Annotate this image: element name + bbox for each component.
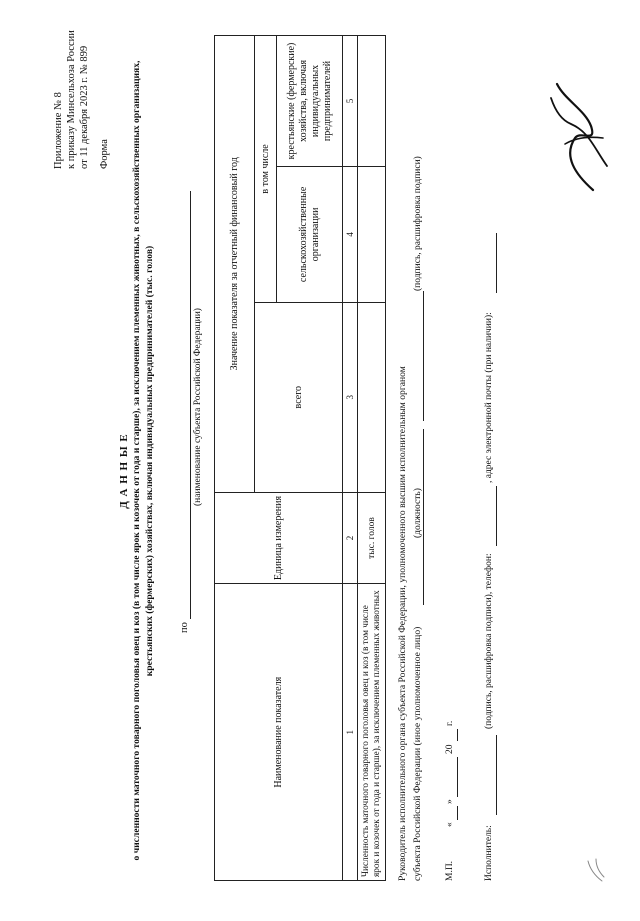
executor-signature-caption: (подпись, расшифровка подписи), телефон: [484,553,494,729]
head-signature-caption: (подпись, расшифровка подписи) [413,156,423,291]
column-number: 3 [343,302,358,492]
year-underline [457,729,458,741]
date-quote-open: « [445,822,455,827]
date-quote-close: » [445,799,455,804]
table-row [358,36,386,881]
executor-label: Исполнитель: [484,825,494,881]
header-agricultural-organizations: сельскохозяйственные организации [277,166,343,302]
row-value-agro [358,166,386,302]
position-caption: (должность) [413,488,423,538]
column-number: 4 [343,166,358,302]
stamp-label: М.П. [445,860,455,881]
phone-underline [496,486,497,546]
document-title: Д А Н Н Ы Е [118,433,130,509]
email-caption: , адрес электронной почты (при наличии): [484,312,494,483]
subject-caption: (наименование субъекта Российской Федерации) [193,308,203,506]
row-value-farm [358,36,386,167]
year-prefix: 20 [445,744,455,754]
document-title-line-1: о численности маточного товарного поголовья овец и коз (в том числе ярок и козочек от года и старше), за исключением племенных животных, в сельскохозяйственных организациях, [131,60,142,861]
column-number: 5 [343,36,358,167]
position-underline [423,429,424,605]
row-value-total [358,302,386,492]
executor-signature-underline [496,735,497,815]
row-unit: тыс. голов [358,492,386,584]
column-number: 2 [343,492,358,584]
header-value-for-year: Значение показателя за отчетный финансовый год [215,36,255,493]
subject-prefix: по [179,622,190,633]
handwritten-signature [545,76,617,196]
column-number: 1 [343,584,358,881]
header-indicator-name: Наименование показателя [215,584,343,881]
order-reference: к приказу Минсельхоза России [66,30,77,169]
header-unit: Единица измерения [215,492,343,584]
subject-underline [190,191,191,619]
month-underline [457,757,458,797]
row-indicator-name: Численность маточного товарного поголовья овец и коз (в том числе ярок и козочек от года и старше), за исключением племенных животных [358,584,386,881]
head-signature-underline [423,291,424,421]
email-underline [496,233,497,293]
indicator-table [214,35,386,881]
appendix-number: Приложение № 8 [53,92,64,169]
head-line-2: субъекта Российской Федерации (иное уполномоченное лицо) [412,626,423,881]
document-title-line-2: крестьянских (фермерских) хозяйствах, включая индивидуальных предпринимателей (тыс. голов) [144,245,155,677]
header-peasant-farms: крестьянские (фермерские) хозяйства, включая индивидуальных предпринимателей [277,36,343,167]
header-total: всего [255,302,343,492]
year-suffix: г. [445,720,455,726]
order-date: от 11 декабря 2023 г. № 899 [79,45,90,169]
form-label: Форма [99,139,110,169]
head-line-1: Руководитель исполнительного органа субъекта Российской Федерации, уполномоченного высшим исполнительным органом [397,366,408,881]
pencil-mark [584,855,608,885]
header-including: в том числе [255,36,277,303]
day-underline [457,806,458,820]
